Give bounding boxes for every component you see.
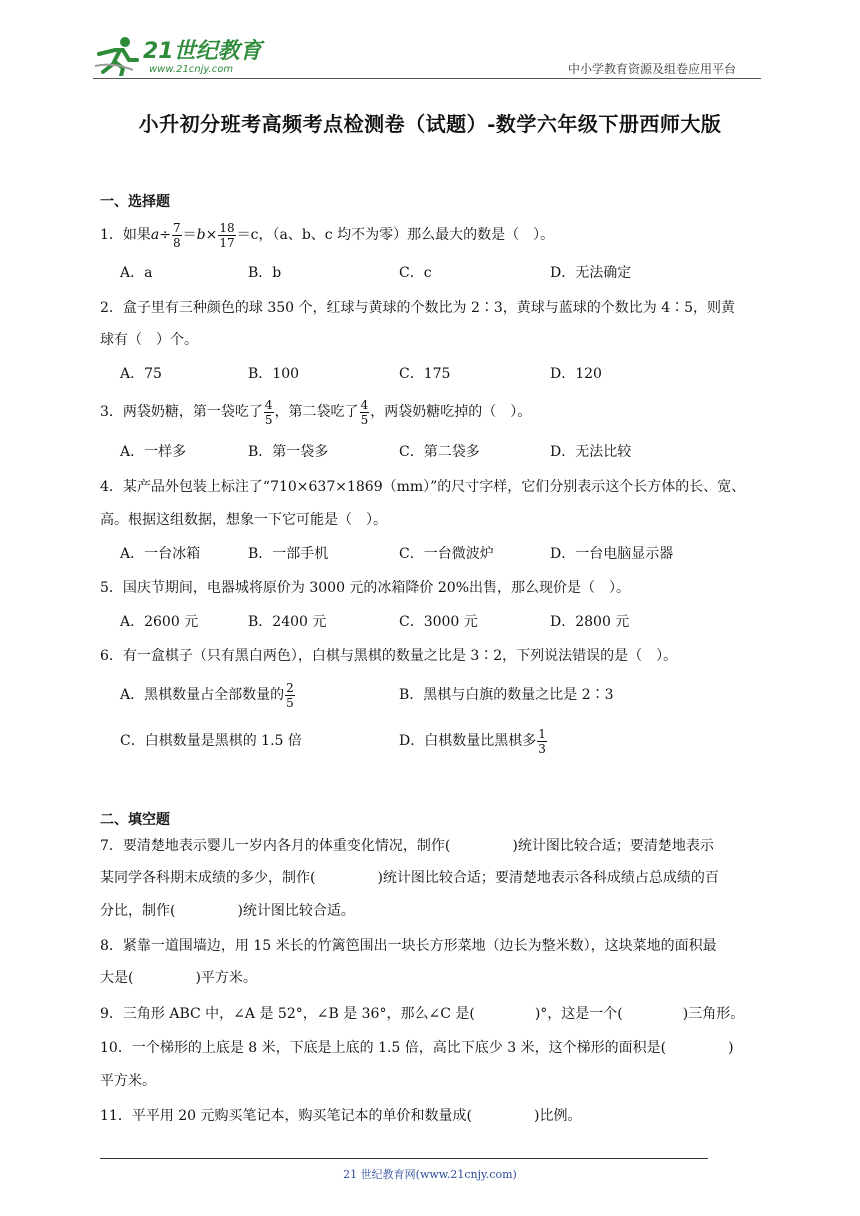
- option[interactable]: D．一台电脑显示器: [550, 546, 674, 562]
- option[interactable]: C．第二袋多: [399, 444, 480, 460]
- option[interactable]: D．2800 元: [550, 614, 630, 630]
- question-2-line1: 2．盒子里有三种颜色的球 350 个，红球与黄球的个数比为 2∶3，黄球与蓝球的个数比为 4∶5，则黄: [100, 300, 736, 316]
- fraction: $\frac{7}{8}$: [173, 220, 181, 250]
- fraction: $\frac{2}{5}$: [286, 680, 294, 710]
- question-7-line3: 分比，制作( )统计图比较合适。: [100, 903, 355, 919]
- option[interactable]: B．第一袋多: [248, 444, 329, 460]
- option[interactable]: A．一样多: [120, 444, 187, 460]
- question-5: 5．国庆节期间，电器城将原价为 3000 元的冰箱降价 20%出售，那么现价是（ ）。: [100, 580, 631, 596]
- option[interactable]: B．b: [248, 265, 282, 281]
- option[interactable]: D．白棋数量比黑棋多 $\frac{1}{3}$: [399, 726, 546, 756]
- question-3: 3．两袋奶糖，第一袋吃了 $\frac{4}{5}$ ，第二袋吃了 $\frac{4}{5}$ ，两袋奶糖吃掉的（ ）。: [100, 397, 532, 427]
- question-4-line1: 4．某产品外包装上标注了“710×637×1869（mm）”的尺寸字样，它们分别表示这个长方体的长、宽、: [100, 479, 746, 495]
- logo-main-text: 21世纪教育: [143, 39, 262, 64]
- option[interactable]: D．120: [550, 366, 602, 382]
- option[interactable]: A．黑棋数量占全部数量的 $\frac{2}{5}$: [120, 680, 294, 710]
- section-title-choice: 一、选择题: [100, 194, 170, 210]
- option[interactable]: A．a: [120, 265, 153, 281]
- question-8-line1: 8．紧靠一道围墙边，用 15 米长的竹篱笆围出一块长方形菜地（边长为整米数），这块菜地的面积最: [100, 938, 717, 954]
- option[interactable]: B．黑棋与白旗的数量之比是 2∶3: [399, 687, 614, 703]
- section-title-fill: 二、填空题: [100, 812, 170, 828]
- option[interactable]: D．无法确定: [550, 265, 632, 281]
- logo: [93, 34, 263, 82]
- option[interactable]: A．75: [120, 366, 162, 382]
- question-10-line1: 10．一个梯形的上底是 8 米，下底是上底的 1.5 倍，高比下底少 3 米，这个梯形的面积是( ): [100, 1040, 734, 1056]
- fraction: $\frac{18}{17}$: [219, 220, 235, 250]
- footer-text[interactable]: 21 世纪教育网(www.21cnjy.com): [343, 1168, 517, 1181]
- option[interactable]: C．一台微波炉: [399, 546, 494, 562]
- option[interactable]: A．一台冰箱: [120, 546, 201, 562]
- question-1: 1．如果 a ÷ $\frac{7}{8}$ ＝ b × $\frac{18}{17}$ ＝c，（a、b、c 均不为零）那么最大的数是（ ）。: [100, 220, 555, 250]
- fraction: $\frac{4}{5}$: [360, 397, 369, 427]
- fraction: $\frac{4}{5}$: [264, 397, 273, 427]
- question-10-line2: 平方米。: [100, 1073, 156, 1089]
- question-9: 9．三角形 ABC 中，∠A 是 52°，∠B 是 36°，那么∠C 是( )°，这是一个( )三角形。: [100, 1006, 745, 1022]
- running-figure-icon: [93, 36, 139, 76]
- option[interactable]: C．c: [399, 265, 432, 281]
- question-7-line1: 7．要清楚地表示婴儿一岁内各月的体重变化情况，制作( )统计图比较合适；要清楚地表示: [100, 838, 714, 854]
- option[interactable]: C．3000 元: [399, 614, 478, 630]
- option[interactable]: A．2600 元: [120, 614, 199, 630]
- question-7-line2: 某同学各科期末成绩的多少，制作( )统计图比较合适；要清楚地表示各科成绩占总成绩的百: [100, 870, 719, 886]
- platform-label: 中小学教育资源及组卷应用平台: [568, 62, 737, 76]
- fraction: $\frac{1}{3}$: [538, 726, 546, 756]
- question-11: 11．平平用 20 元购买笔记本，购买笔记本的单价和数量成( )比例。: [100, 1108, 582, 1124]
- footer-divider: [100, 1158, 708, 1159]
- question-4-line2: 高。根据这组数据，想象一下它可能是（ ）。: [100, 512, 387, 528]
- option[interactable]: B．一部手机: [248, 546, 329, 562]
- question-8-line2: 大是( )平方米。: [100, 970, 257, 986]
- option[interactable]: C．175: [399, 366, 451, 382]
- question-2-line2: 球有（ ）个。: [100, 332, 198, 348]
- header-divider: [93, 78, 761, 79]
- question-6: 6．有一盒棋子（只有黑白两色），白棋与黑棋的数量之比是 3∶2，下列说法错误的是（ ）。: [100, 648, 678, 664]
- page-title: 小升初分班考高频考点检测卷（试题）-数学六年级下册西师大版: [138, 112, 722, 136]
- option[interactable]: B．100: [248, 366, 300, 382]
- logo-url-text: www.21cnjy.com: [149, 64, 234, 75]
- option[interactable]: C．白棋数量是黑棋的 1.5 倍: [120, 733, 302, 749]
- option[interactable]: D．无法比较: [550, 444, 632, 460]
- option[interactable]: B．2400 元: [248, 614, 327, 630]
